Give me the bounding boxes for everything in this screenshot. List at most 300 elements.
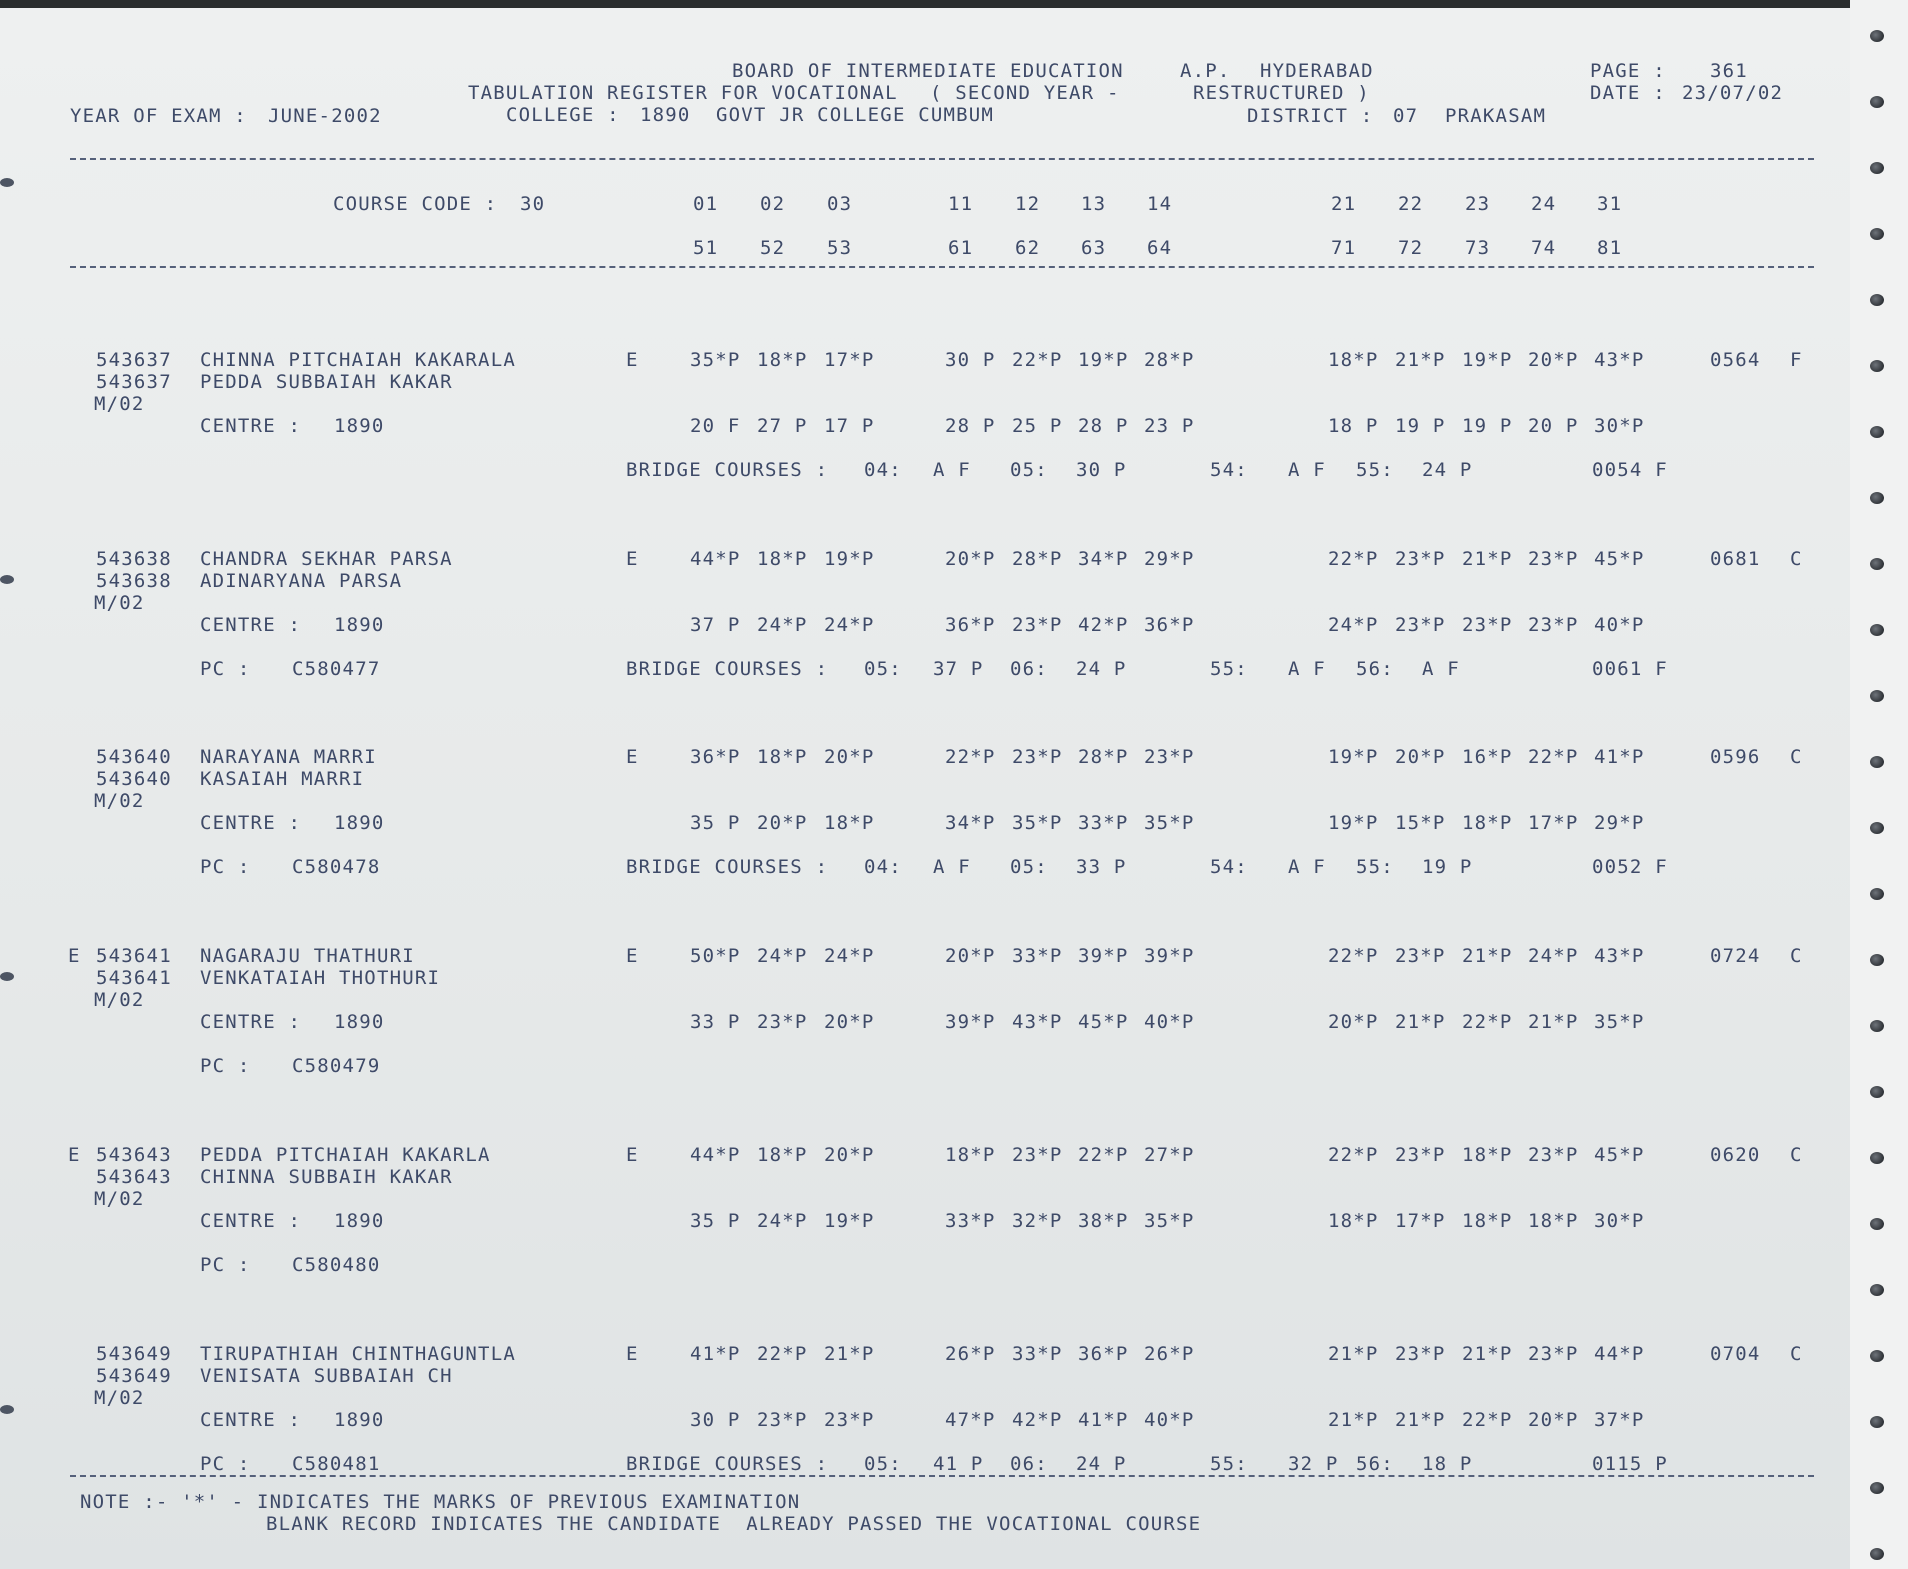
subject-mark: 23*P <box>757 1409 808 1431</box>
bridge-course-mark: 24 P <box>1076 658 1127 680</box>
hall-ticket-number: 543640 <box>96 746 172 768</box>
course-subject-code: 03 <box>827 193 853 215</box>
bridge-course-mark: 24 P <box>1422 459 1473 481</box>
bridge-course-code: 55: <box>1210 658 1248 680</box>
subject-mark: 36*P <box>1144 614 1195 636</box>
course-subject-code: 71 <box>1331 237 1357 259</box>
subject-mark: 18*P <box>1528 1210 1579 1232</box>
subject-mark: 19 P <box>1395 415 1446 437</box>
subject-mark: 23*P <box>1528 548 1579 570</box>
hall-ticket-number: 543643 <box>96 1144 172 1166</box>
feed-hole <box>1870 558 1884 570</box>
bridge-course-code: 05: <box>1010 459 1048 481</box>
hall-ticket-number: 543638 <box>96 570 172 592</box>
subject-mark: 20*P <box>824 1144 875 1166</box>
city-name: HYDERABAD <box>1260 60 1374 82</box>
bridge-course-mark: 37 P <box>933 658 984 680</box>
subject-mark: 22*P <box>757 1343 808 1365</box>
subject-mark: 36*P <box>945 614 996 636</box>
father-name: ADINARYANA PARSA <box>200 570 403 592</box>
subject-mark: 30 P <box>690 1409 741 1431</box>
subject-mark: 24*P <box>757 945 808 967</box>
bridge-course-mark: 18 P <box>1422 1453 1473 1475</box>
candidate-name: NAGARAJU THATHURI <box>200 945 415 967</box>
bridge-course-code: 06: <box>1010 658 1048 680</box>
subject-mark: 21*P <box>1328 1409 1379 1431</box>
subject-mark: 23*P <box>1395 945 1446 967</box>
feed-hole <box>1870 1218 1884 1230</box>
bridge-course-code: 05: <box>864 1453 902 1475</box>
subject-mark: 23*P <box>824 1409 875 1431</box>
feed-hole <box>1870 1416 1884 1428</box>
bridge-course-code: 54: <box>1210 856 1248 878</box>
page-number: 361 <box>1710 60 1748 82</box>
subject-mark: 18*P <box>1462 812 1513 834</box>
subject-mark: 30 P <box>945 349 996 371</box>
hall-ticket-number: 543640 <box>96 768 172 790</box>
course-subject-code: 52 <box>760 237 786 259</box>
restructured-label: RESTRUCTURED ) <box>1193 82 1370 104</box>
subject-mark: 18*P <box>1328 1210 1379 1232</box>
subject-mark: 50*P <box>690 945 741 967</box>
pc-label: PC : <box>200 1453 251 1475</box>
subject-mark: 22*P <box>1462 1409 1513 1431</box>
centre-code: 1890 <box>334 812 385 834</box>
feed-hole <box>1870 624 1884 636</box>
bridge-total: 0054 F <box>1592 459 1668 481</box>
medium-code: E <box>626 548 639 570</box>
subject-mark: 23*P <box>1012 746 1063 768</box>
subject-mark: 27 P <box>757 415 808 437</box>
course-subject-code: 53 <box>827 237 853 259</box>
subject-mark: 45*P <box>1078 1011 1129 1033</box>
subject-mark: 23*P <box>1528 1343 1579 1365</box>
feed-hole <box>1870 1548 1884 1560</box>
divider <box>70 1475 1814 1477</box>
course-subject-code: 21 <box>1331 193 1357 215</box>
candidate-name: CHANDRA SEKHAR PARSA <box>200 548 453 570</box>
feed-hole <box>1870 888 1884 900</box>
subject-mark: 30*P <box>1594 415 1645 437</box>
subject-mark: 20*P <box>824 746 875 768</box>
subject-mark: 22*P <box>1012 349 1063 371</box>
subject-mark: 22*P <box>1528 746 1579 768</box>
pc-number: C580477 <box>292 658 381 680</box>
subject-mark: 17 P <box>824 415 875 437</box>
college-code: 1890 <box>640 104 691 126</box>
total-marks: 0596 <box>1710 746 1761 768</box>
pc-label: PC : <box>200 856 251 878</box>
medium-code: E <box>626 1144 639 1166</box>
bridge-course-mark: 33 P <box>1076 856 1127 878</box>
subject-mark: 28 P <box>1078 415 1129 437</box>
subject-mark: 39*P <box>1078 945 1129 967</box>
hall-ticket-number: 543641 <box>96 967 172 989</box>
feed-hole <box>1870 162 1884 174</box>
exam-code: M/02 <box>94 1188 145 1210</box>
subject-mark: 20*P <box>945 548 996 570</box>
pc-number: C580480 <box>292 1254 381 1276</box>
subject-mark: 21*P <box>1395 349 1446 371</box>
subject-mark: 22*P <box>1328 945 1379 967</box>
subject-mark: 41*P <box>1594 746 1645 768</box>
bridge-courses-label: BRIDGE COURSES : <box>626 1453 829 1475</box>
subject-mark: 23*P <box>1395 1343 1446 1365</box>
course-subject-code: 64 <box>1147 237 1173 259</box>
subject-mark: 37 P <box>690 614 741 636</box>
subject-mark: 20*P <box>1528 349 1579 371</box>
course-subject-code: 63 <box>1081 237 1107 259</box>
subject-mark: 24*P <box>757 1210 808 1232</box>
subject-mark: 30*P <box>1594 1210 1645 1232</box>
centre-code: 1890 <box>334 415 385 437</box>
subject-mark: 45*P <box>1594 1144 1645 1166</box>
subject-mark: 23*P <box>1144 746 1195 768</box>
subject-mark: 17*P <box>824 349 875 371</box>
course-subject-code: 62 <box>1015 237 1041 259</box>
subject-mark: 28 P <box>945 415 996 437</box>
subject-mark: 21*P <box>1328 1343 1379 1365</box>
subject-mark: 43*P <box>1594 349 1645 371</box>
bridge-course-mark: 32 P <box>1288 1453 1339 1475</box>
subject-mark: 21*P <box>824 1343 875 1365</box>
father-name: KASAIAH MARRI <box>200 768 365 790</box>
bridge-course-code: 06: <box>1010 1453 1048 1475</box>
feed-mark <box>0 178 14 187</box>
exam-year-label: YEAR OF EXAM : <box>70 105 247 127</box>
bridge-course-mark: A F <box>933 459 971 481</box>
bridge-course-code: 55: <box>1210 1453 1248 1475</box>
subject-mark: 24*P <box>1528 945 1579 967</box>
state-abbrev: A.P. <box>1180 60 1231 82</box>
course-subject-code: 72 <box>1398 237 1424 259</box>
date-value: 23/07/02 <box>1682 82 1784 104</box>
subject-mark: 18*P <box>757 746 808 768</box>
hall-ticket-number: 543649 <box>96 1343 172 1365</box>
subject-mark: 23*P <box>757 1011 808 1033</box>
centre-label: CENTRE : <box>200 812 302 834</box>
bridge-course-code: 56: <box>1356 658 1394 680</box>
subject-mark: 47*P <box>945 1409 996 1431</box>
subject-mark: 33 P <box>690 1011 741 1033</box>
feed-mark <box>0 575 14 584</box>
subject-mark: 33*P <box>945 1210 996 1232</box>
subject-mark: 28*P <box>1012 548 1063 570</box>
feed-hole <box>1870 1086 1884 1098</box>
result-code: C <box>1790 1343 1803 1365</box>
subject-mark: 24*P <box>757 614 808 636</box>
divider <box>70 158 1814 160</box>
feed-hole <box>1870 756 1884 768</box>
bridge-course-code: 56: <box>1356 1453 1394 1475</box>
paper-top-edge <box>0 0 1908 8</box>
centre-code: 1890 <box>334 614 385 636</box>
feed-hole <box>1870 1482 1884 1494</box>
subject-mark: 35*P <box>1012 812 1063 834</box>
father-name: CHINNA SUBBAIH KAKAR <box>200 1166 453 1188</box>
subject-mark: 21*P <box>1528 1011 1579 1033</box>
course-code-label: COURSE CODE : <box>333 193 498 215</box>
course-subject-code: 13 <box>1081 193 1107 215</box>
district-code: 07 <box>1393 105 1419 127</box>
hall-ticket-number: 543638 <box>96 548 172 570</box>
course-subject-code: 31 <box>1597 193 1623 215</box>
subject-mark: 22*P <box>1462 1011 1513 1033</box>
district-name: PRAKASAM <box>1445 105 1547 127</box>
hall-ticket-number: 543643 <box>96 1166 172 1188</box>
year-label: ( SECOND YEAR - <box>930 82 1120 104</box>
record-flag: E <box>68 1144 81 1166</box>
subject-mark: 20*P <box>824 1011 875 1033</box>
course-subject-code: 61 <box>948 237 974 259</box>
subject-mark: 35 P <box>690 812 741 834</box>
subject-mark: 24*P <box>824 614 875 636</box>
pc-number: C580479 <box>292 1055 381 1077</box>
subject-mark: 33*P <box>1078 812 1129 834</box>
subject-mark: 19*P <box>824 548 875 570</box>
subject-mark: 22*P <box>1078 1144 1129 1166</box>
subject-mark: 18*P <box>757 1144 808 1166</box>
father-name: PEDDA SUBBAIAH KAKAR <box>200 371 453 393</box>
bridge-course-mark: A F <box>1288 856 1326 878</box>
feed-hole <box>1870 1284 1884 1296</box>
feed-hole <box>1870 954 1884 966</box>
bridge-course-code: 04: <box>864 459 902 481</box>
subject-mark: 40*P <box>1144 1011 1195 1033</box>
bridge-courses-label: BRIDGE COURSES : <box>626 856 829 878</box>
exam-code: M/02 <box>94 989 145 1011</box>
subject-mark: 27*P <box>1144 1144 1195 1166</box>
medium-code: E <box>626 349 639 371</box>
subject-mark: 20*P <box>1395 746 1446 768</box>
subject-mark: 23 P <box>1144 415 1195 437</box>
subject-mark: 26*P <box>945 1343 996 1365</box>
college-name: GOVT JR COLLEGE CUMBUM <box>716 104 995 126</box>
subject-mark: 17*P <box>1395 1210 1446 1232</box>
bridge-total: 0061 F <box>1592 658 1668 680</box>
subject-mark: 20*P <box>1528 1409 1579 1431</box>
bridge-total: 0115 P <box>1592 1453 1668 1475</box>
course-subject-code: 14 <box>1147 193 1173 215</box>
feed-hole <box>1870 228 1884 240</box>
feed-hole <box>1870 822 1884 834</box>
subject-mark: 45*P <box>1594 548 1645 570</box>
exam-code: M/02 <box>94 592 145 614</box>
subject-mark: 21*P <box>1462 548 1513 570</box>
subject-mark: 18*P <box>757 548 808 570</box>
subject-mark: 44*P <box>1594 1343 1645 1365</box>
subject-mark: 35*P <box>690 349 741 371</box>
register-title: TABULATION REGISTER FOR VOCATIONAL <box>468 82 898 104</box>
subject-mark: 18*P <box>945 1144 996 1166</box>
subject-mark: 23*P <box>1528 614 1579 636</box>
subject-mark: 21*P <box>1395 1409 1446 1431</box>
subject-mark: 23*P <box>1462 614 1513 636</box>
centre-label: CENTRE : <box>200 614 302 636</box>
subject-mark: 35*P <box>1144 1210 1195 1232</box>
subject-mark: 19*P <box>1328 812 1379 834</box>
note-line: BLANK RECORD INDICATES THE CANDIDATE ALREADY PASSED THE VOCATIONAL COURSE <box>266 1513 1202 1535</box>
total-marks: 0704 <box>1710 1343 1761 1365</box>
father-name: VENKATAIAH THOTHURI <box>200 967 441 989</box>
hall-ticket-number: 543641 <box>96 945 172 967</box>
subject-mark: 19*P <box>1462 349 1513 371</box>
course-code-value: 30 <box>520 193 546 215</box>
feed-hole <box>1870 492 1884 504</box>
subject-mark: 15*P <box>1395 812 1446 834</box>
subject-mark: 28*P <box>1144 349 1195 371</box>
subject-mark: 19 P <box>1462 415 1513 437</box>
course-subject-code: 12 <box>1015 193 1041 215</box>
subject-mark: 39*P <box>1144 945 1195 967</box>
subject-mark: 18*P <box>1328 349 1379 371</box>
centre-label: CENTRE : <box>200 1409 302 1431</box>
subject-mark: 34*P <box>1078 548 1129 570</box>
subject-mark: 35*P <box>1144 812 1195 834</box>
subject-mark: 38*P <box>1078 1210 1129 1232</box>
total-marks: 0724 <box>1710 945 1761 967</box>
bridge-course-code: 05: <box>1010 856 1048 878</box>
centre-label: CENTRE : <box>200 1210 302 1232</box>
subject-mark: 20*P <box>1328 1011 1379 1033</box>
feed-hole <box>1870 1350 1884 1362</box>
feed-hole <box>1870 294 1884 306</box>
subject-mark: 39*P <box>945 1011 996 1033</box>
tractor-feed-strip <box>1850 0 1908 1569</box>
date-label: DATE : <box>1590 82 1666 104</box>
subject-mark: 44*P <box>690 1144 741 1166</box>
course-subject-code: 81 <box>1597 237 1623 259</box>
subject-mark: 28*P <box>1078 746 1129 768</box>
centre-code: 1890 <box>334 1011 385 1033</box>
board-title: BOARD OF INTERMEDIATE EDUCATION <box>732 60 1124 82</box>
bridge-total: 0052 F <box>1592 856 1668 878</box>
subject-mark: 24*P <box>1328 614 1379 636</box>
subject-mark: 33*P <box>1012 945 1063 967</box>
subject-mark: 20*P <box>945 945 996 967</box>
father-name: VENISATA SUBBAIAH CH <box>200 1365 453 1387</box>
subject-mark: 23*P <box>1528 1144 1579 1166</box>
total-marks: 0620 <box>1710 1144 1761 1166</box>
subject-mark: 20 F <box>690 415 741 437</box>
subject-mark: 26*P <box>1144 1343 1195 1365</box>
subject-mark: 36*P <box>690 746 741 768</box>
feed-hole <box>1870 1152 1884 1164</box>
subject-mark: 41*P <box>690 1343 741 1365</box>
subject-mark: 42*P <box>1012 1409 1063 1431</box>
course-subject-code: 01 <box>693 193 719 215</box>
result-code: C <box>1790 1144 1803 1166</box>
course-subject-code: 23 <box>1465 193 1491 215</box>
subject-mark: 35*P <box>1594 1011 1645 1033</box>
subject-mark: 44*P <box>690 548 741 570</box>
note-line: NOTE :- '*' - INDICATES THE MARKS OF PREVIOUS EXAMINATION <box>80 1491 801 1513</box>
subject-mark: 19*P <box>1328 746 1379 768</box>
subject-mark: 40*P <box>1594 614 1645 636</box>
bridge-course-mark: 41 P <box>933 1453 984 1475</box>
bridge-course-code: 04: <box>864 856 902 878</box>
subject-mark: 23*P <box>1395 548 1446 570</box>
record-flag: E <box>68 945 81 967</box>
bridge-course-code: 05: <box>864 658 902 680</box>
subject-mark: 23*P <box>1395 614 1446 636</box>
exam-code: M/02 <box>94 393 145 415</box>
centre-label: CENTRE : <box>200 1011 302 1033</box>
feed-hole <box>1870 426 1884 438</box>
subject-mark: 23*P <box>1012 614 1063 636</box>
bridge-courses-label: BRIDGE COURSES : <box>626 459 829 481</box>
hall-ticket-number: 543637 <box>96 371 172 393</box>
subject-mark: 19*P <box>1078 349 1129 371</box>
exam-year-value: JUNE-2002 <box>268 105 382 127</box>
divider <box>70 266 1814 268</box>
subject-mark: 18 P <box>1328 415 1379 437</box>
feed-mark <box>0 972 14 981</box>
bridge-courses-label: BRIDGE COURSES : <box>626 658 829 680</box>
candidate-name: NARAYANA MARRI <box>200 746 377 768</box>
bridge-course-mark: A F <box>1422 658 1460 680</box>
pc-label: PC : <box>200 1055 251 1077</box>
subject-mark: 18*P <box>1462 1144 1513 1166</box>
college-label: COLLEGE : <box>506 104 620 126</box>
subject-mark: 17*P <box>1528 812 1579 834</box>
subject-mark: 29*P <box>1144 548 1195 570</box>
subject-mark: 40*P <box>1144 1409 1195 1431</box>
subject-mark: 19*P <box>824 1210 875 1232</box>
bridge-course-mark: A F <box>933 856 971 878</box>
subject-mark: 23*P <box>1012 1144 1063 1166</box>
pc-number: C580481 <box>292 1453 381 1475</box>
total-marks: 0681 <box>1710 548 1761 570</box>
bridge-course-code: 55: <box>1356 856 1394 878</box>
candidate-name: TIRUPATHIAH CHINTHAGUNTLA <box>200 1343 516 1365</box>
bridge-course-mark: A F <box>1288 459 1326 481</box>
course-subject-code: 24 <box>1531 193 1557 215</box>
subject-mark: 20 P <box>1528 415 1579 437</box>
subject-mark: 33*P <box>1012 1343 1063 1365</box>
subject-mark: 18*P <box>757 349 808 371</box>
subject-mark: 21*P <box>1462 1343 1513 1365</box>
medium-code: E <box>626 945 639 967</box>
page-label: PAGE : <box>1590 60 1666 82</box>
subject-mark: 21*P <box>1395 1011 1446 1033</box>
subject-mark: 37*P <box>1594 1409 1645 1431</box>
subject-mark: 32*P <box>1012 1210 1063 1232</box>
subject-mark: 23*P <box>1395 1144 1446 1166</box>
course-subject-code: 11 <box>948 193 974 215</box>
subject-mark: 22*P <box>1328 1144 1379 1166</box>
bridge-course-mark: 19 P <box>1422 856 1473 878</box>
subject-mark: 21*P <box>1462 945 1513 967</box>
total-marks: 0564 <box>1710 349 1761 371</box>
medium-code: E <box>626 1343 639 1365</box>
candidate-name: PEDDA PITCHAIAH KAKARLA <box>200 1144 491 1166</box>
centre-code: 1890 <box>334 1409 385 1431</box>
feed-hole <box>1870 96 1884 108</box>
subject-mark: 25 P <box>1012 415 1063 437</box>
subject-mark: 18*P <box>1462 1210 1513 1232</box>
feed-hole <box>1870 690 1884 702</box>
result-code: C <box>1790 548 1803 570</box>
centre-label: CENTRE : <box>200 415 302 437</box>
subject-mark: 16*P <box>1462 746 1513 768</box>
feed-hole <box>1870 1020 1884 1032</box>
subject-mark: 43*P <box>1012 1011 1063 1033</box>
pc-label: PC : <box>200 1254 251 1276</box>
subject-mark: 22*P <box>945 746 996 768</box>
feed-hole <box>1870 30 1884 42</box>
result-code: C <box>1790 945 1803 967</box>
